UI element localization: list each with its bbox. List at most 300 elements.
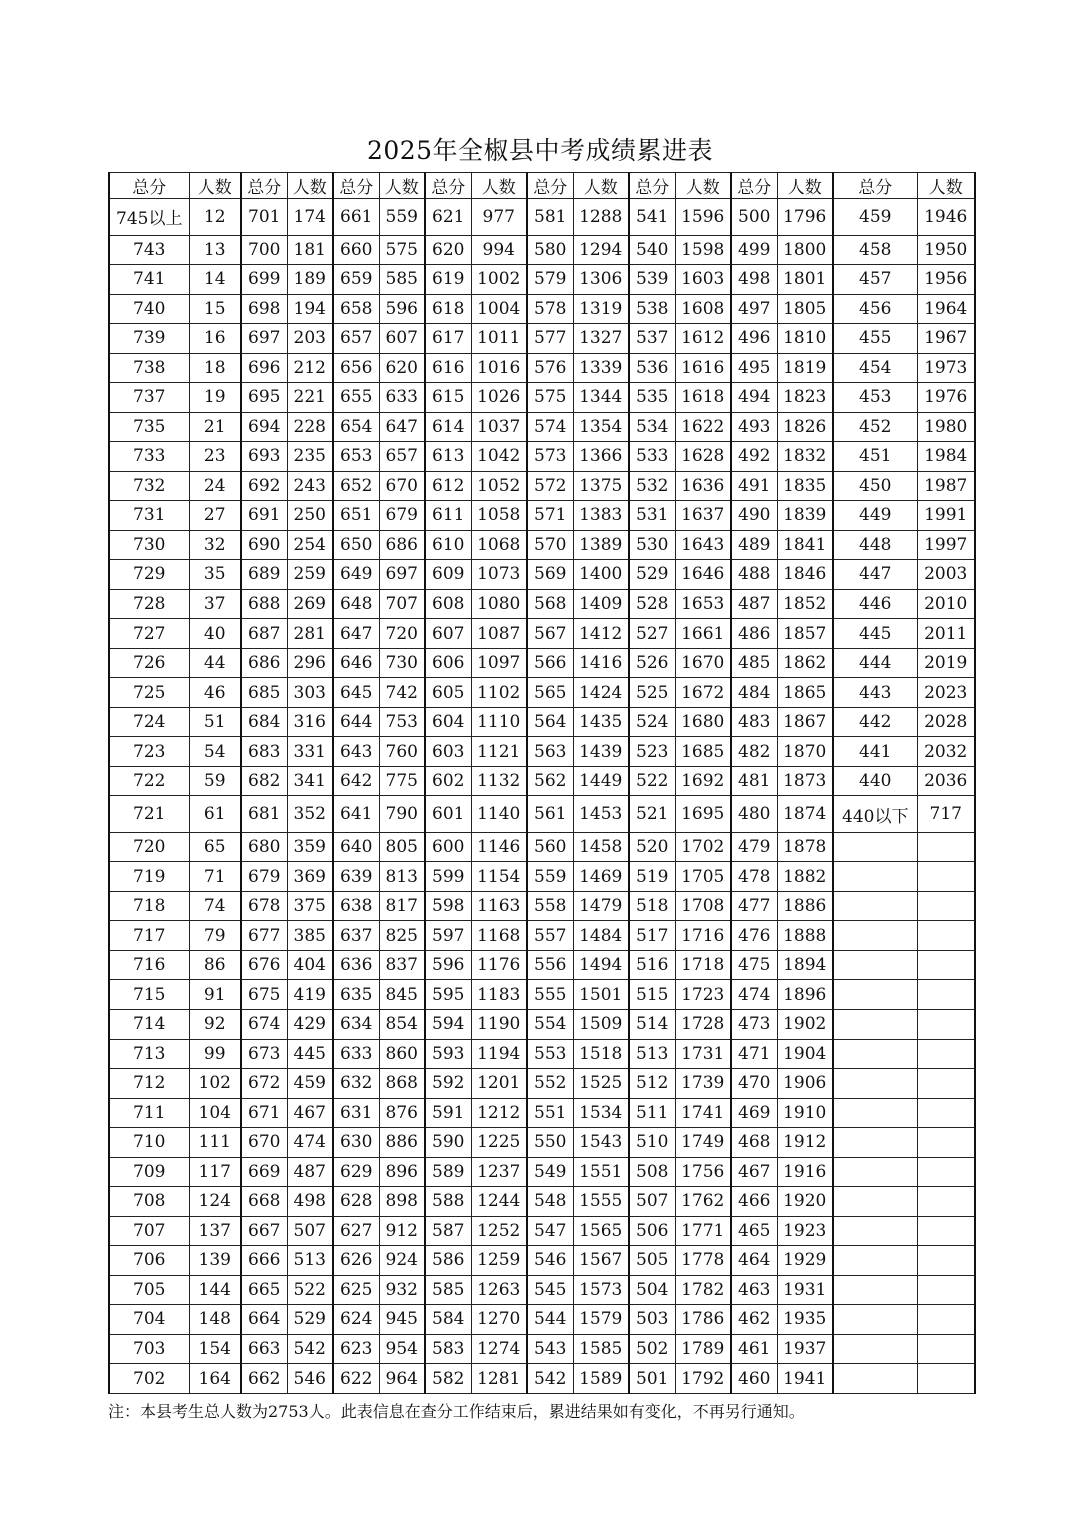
count-cell: 1073 (471, 560, 527, 590)
score-cell: 547 (527, 1216, 573, 1246)
count-cell: 124 (189, 1187, 241, 1217)
count-cell: 1183 (471, 980, 527, 1010)
score-cell: 525 (629, 678, 675, 708)
header-score: 总分 (333, 173, 379, 199)
score-cell: 513 (629, 1039, 675, 1069)
score-cell: 613 (425, 442, 471, 472)
count-cell: 2036 (917, 766, 975, 796)
count-cell: 620 (379, 353, 425, 383)
count-cell: 1622 (675, 412, 731, 442)
count-cell: 1805 (777, 294, 833, 324)
count-cell: 1002 (471, 265, 527, 295)
count-cell: 1263 (471, 1275, 527, 1305)
score-cell: 508 (629, 1157, 675, 1187)
score-cell: 590 (425, 1128, 471, 1158)
count-cell: 1702 (675, 832, 731, 862)
score-cell: 717 (109, 921, 189, 951)
score-cell: 705 (109, 1275, 189, 1305)
count-cell: 679 (379, 501, 425, 531)
score-cell: 733 (109, 442, 189, 472)
count-cell: 1494 (573, 950, 629, 980)
score-cell: 659 (333, 265, 379, 295)
count-cell: 2032 (917, 737, 975, 767)
header-score: 总分 (731, 173, 777, 199)
count-cell: 1612 (675, 324, 731, 354)
count-cell: 1826 (777, 412, 833, 442)
header-score: 总分 (629, 173, 675, 199)
table-row (109, 530, 975, 560)
score-cell: 709 (109, 1157, 189, 1187)
score-cell: 451 (833, 442, 917, 472)
header-count: 人数 (777, 173, 833, 199)
count-cell: 868 (379, 1069, 425, 1099)
table-row (109, 1216, 975, 1246)
count-cell: 1762 (675, 1187, 731, 1217)
score-cell: 626 (333, 1246, 379, 1276)
score-cell: 710 (109, 1128, 189, 1158)
table-row (109, 832, 975, 862)
score-cell: 637 (333, 921, 379, 951)
count-cell: 331 (287, 737, 333, 767)
count-cell: 1042 (471, 442, 527, 472)
score-cell: 566 (527, 648, 573, 678)
page-title: 2025年全椒县中考成绩累进表 (366, 136, 714, 165)
table-row (109, 1275, 975, 1305)
count-cell: 19 (189, 383, 241, 413)
count-cell: 15 (189, 294, 241, 324)
header-score: 总分 (527, 173, 573, 199)
score-cell: 561 (527, 796, 573, 833)
score-cell: 730 (109, 530, 189, 560)
score-cell: 695 (241, 383, 287, 413)
score-cell: 701 (241, 199, 287, 236)
count-cell: 1011 (471, 324, 527, 354)
score-cell: 611 (425, 501, 471, 531)
score-cell: 610 (425, 530, 471, 560)
score-cell (833, 1334, 917, 1364)
score-cell: 463 (731, 1275, 777, 1305)
count-cell: 1888 (777, 921, 833, 951)
count-cell: 2023 (917, 678, 975, 708)
count-cell: 932 (379, 1275, 425, 1305)
count-cell: 2011 (917, 619, 975, 649)
count-cell: 1886 (777, 891, 833, 921)
count-cell: 1037 (471, 412, 527, 442)
score-cell: 467 (731, 1157, 777, 1187)
score-cell: 697 (241, 324, 287, 354)
score-cell: 604 (425, 707, 471, 737)
score-cell: 636 (333, 950, 379, 980)
table-row (109, 471, 975, 501)
score-cell: 523 (629, 737, 675, 767)
score-cell: 576 (527, 353, 573, 383)
score-cell: 617 (425, 324, 471, 354)
count-cell: 1741 (675, 1098, 731, 1128)
count-cell: 1201 (471, 1069, 527, 1099)
count-cell: 1121 (471, 737, 527, 767)
count-cell: 1718 (675, 950, 731, 980)
count-cell: 1685 (675, 737, 731, 767)
score-cell (833, 1305, 917, 1335)
header-count: 人数 (287, 173, 333, 199)
score-cell: 569 (527, 560, 573, 590)
count-cell: 35 (189, 560, 241, 590)
count-cell: 964 (379, 1364, 425, 1394)
count-cell: 1244 (471, 1187, 527, 1217)
count-cell: 404 (287, 950, 333, 980)
count-cell: 898 (379, 1187, 425, 1217)
score-cell: 536 (629, 353, 675, 383)
score-cell: 683 (241, 737, 287, 767)
score-cell: 630 (333, 1128, 379, 1158)
score-cell: 587 (425, 1216, 471, 1246)
score-cell: 677 (241, 921, 287, 951)
count-cell: 1294 (573, 235, 629, 265)
score-cell: 656 (333, 353, 379, 383)
score-cell: 711 (109, 1098, 189, 1128)
count-cell: 1618 (675, 383, 731, 413)
score-cell: 606 (425, 648, 471, 678)
score-cell: 568 (527, 589, 573, 619)
count-cell: 1052 (471, 471, 527, 501)
score-cell: 731 (109, 501, 189, 531)
count-cell: 429 (287, 1009, 333, 1039)
score-cell: 502 (629, 1334, 675, 1364)
count-cell: 369 (287, 862, 333, 892)
count-cell: 1920 (777, 1187, 833, 1217)
score-cell: 684 (241, 707, 287, 737)
count-cell: 912 (379, 1216, 425, 1246)
score-cell: 492 (731, 442, 777, 472)
count-cell: 1716 (675, 921, 731, 951)
score-cell: 689 (241, 560, 287, 590)
count-cell: 647 (379, 412, 425, 442)
score-cell: 531 (629, 501, 675, 531)
count-cell: 1643 (675, 530, 731, 560)
score-cell (833, 1246, 917, 1276)
score-cell: 713 (109, 1039, 189, 1069)
score-cell: 682 (241, 766, 287, 796)
count-cell: 40 (189, 619, 241, 649)
count-cell: 137 (189, 1216, 241, 1246)
count-cell: 924 (379, 1246, 425, 1276)
count-cell: 13 (189, 235, 241, 265)
count-cell: 1409 (573, 589, 629, 619)
count-cell: 111 (189, 1128, 241, 1158)
score-cell: 504 (629, 1275, 675, 1305)
count-cell: 1749 (675, 1128, 731, 1158)
count-cell: 12 (189, 199, 241, 236)
score-cell (833, 1216, 917, 1246)
count-cell: 742 (379, 678, 425, 708)
count-cell: 575 (379, 235, 425, 265)
count-cell: 1026 (471, 383, 527, 413)
score-cell: 572 (527, 471, 573, 501)
score-cell: 549 (527, 1157, 573, 1187)
count-cell: 2028 (917, 707, 975, 737)
score-cell: 640 (333, 832, 379, 862)
count-cell: 1789 (675, 1334, 731, 1364)
score-cell: 450 (833, 471, 917, 501)
count-cell: 1479 (573, 891, 629, 921)
score-cell: 674 (241, 1009, 287, 1039)
count-cell: 860 (379, 1039, 425, 1069)
count-cell: 1862 (777, 648, 833, 678)
score-cell: 681 (241, 796, 287, 833)
score-cell: 456 (833, 294, 917, 324)
count-cell: 86 (189, 950, 241, 980)
count-cell: 148 (189, 1305, 241, 1335)
count-cell: 46 (189, 678, 241, 708)
count-cell: 837 (379, 950, 425, 980)
count-cell: 1910 (777, 1098, 833, 1128)
count-cell: 1756 (675, 1157, 731, 1187)
score-cell: 739 (109, 324, 189, 354)
count-cell (917, 1305, 975, 1335)
count-cell: 1565 (573, 1216, 629, 1246)
score-cell: 592 (425, 1069, 471, 1099)
count-cell: 1980 (917, 412, 975, 442)
count-cell: 181 (287, 235, 333, 265)
score-cell: 628 (333, 1187, 379, 1217)
table-row (109, 1334, 975, 1364)
count-cell: 1692 (675, 766, 731, 796)
score-cell: 652 (333, 471, 379, 501)
count-cell: 2019 (917, 648, 975, 678)
count-cell: 1375 (573, 471, 629, 501)
count-cell: 467 (287, 1098, 333, 1128)
count-cell: 2003 (917, 560, 975, 590)
count-cell: 1771 (675, 1216, 731, 1246)
count-cell: 1225 (471, 1128, 527, 1158)
count-cell: 1852 (777, 589, 833, 619)
count-cell: 1923 (777, 1216, 833, 1246)
count-cell: 633 (379, 383, 425, 413)
count-cell: 1935 (777, 1305, 833, 1335)
score-cell (833, 950, 917, 980)
count-cell: 316 (287, 707, 333, 737)
count-cell: 1366 (573, 442, 629, 472)
score-cell: 554 (527, 1009, 573, 1039)
score-cell: 667 (241, 1216, 287, 1246)
count-cell: 1163 (471, 891, 527, 921)
count-cell (917, 891, 975, 921)
count-cell: 1176 (471, 950, 527, 980)
count-cell: 254 (287, 530, 333, 560)
header-count: 人数 (917, 173, 975, 199)
score-cell: 527 (629, 619, 675, 649)
score-cell: 586 (425, 1246, 471, 1276)
score-cell: 722 (109, 766, 189, 796)
score-cell: 490 (731, 501, 777, 531)
score-cell (833, 1275, 917, 1305)
score-cell: 455 (833, 324, 917, 354)
count-cell: 1870 (777, 737, 833, 767)
count-cell: 1882 (777, 862, 833, 892)
score-cell: 540 (629, 235, 675, 265)
header-score: 总分 (109, 173, 189, 199)
count-cell: 1705 (675, 862, 731, 892)
score-cell: 484 (731, 678, 777, 708)
score-cell: 740 (109, 294, 189, 324)
count-cell: 1987 (917, 471, 975, 501)
count-cell: 65 (189, 832, 241, 862)
score-cell: 489 (731, 530, 777, 560)
score-cell (833, 1128, 917, 1158)
count-cell: 1867 (777, 707, 833, 737)
score-cell: 589 (425, 1157, 471, 1187)
count-cell: 1731 (675, 1039, 731, 1069)
count-cell: 23 (189, 442, 241, 472)
count-cell (917, 1364, 975, 1394)
score-cell: 449 (833, 501, 917, 531)
score-cell: 532 (629, 471, 675, 501)
count-cell: 341 (287, 766, 333, 796)
count-cell: 221 (287, 383, 333, 413)
score-cell: 564 (527, 707, 573, 737)
count-cell: 559 (379, 199, 425, 236)
score-cell: 465 (731, 1216, 777, 1246)
score-cell: 545 (527, 1275, 573, 1305)
count-cell: 513 (287, 1246, 333, 1276)
count-cell: 375 (287, 891, 333, 921)
score-cell: 691 (241, 501, 287, 531)
score-cell: 732 (109, 471, 189, 501)
count-cell: 1435 (573, 707, 629, 737)
score-cell: 737 (109, 383, 189, 413)
score-cell: 580 (527, 235, 573, 265)
count-cell: 1894 (777, 950, 833, 980)
count-cell: 445 (287, 1039, 333, 1069)
score-cell: 668 (241, 1187, 287, 1217)
score-cell: 517 (629, 921, 675, 951)
count-cell: 459 (287, 1069, 333, 1099)
score-cell: 675 (241, 980, 287, 1010)
table-row (109, 1364, 975, 1394)
count-cell: 59 (189, 766, 241, 796)
count-cell: 1739 (675, 1069, 731, 1099)
score-cell: 708 (109, 1187, 189, 1217)
score-cell: 690 (241, 530, 287, 560)
count-cell: 1782 (675, 1275, 731, 1305)
count-cell: 359 (287, 832, 333, 862)
score-cell: 605 (425, 678, 471, 708)
table-row (109, 412, 975, 442)
count-cell: 1931 (777, 1275, 833, 1305)
score-cell: 443 (833, 678, 917, 708)
table-row (109, 707, 975, 737)
score-cell: 728 (109, 589, 189, 619)
count-cell: 1991 (917, 501, 975, 531)
count-cell: 498 (287, 1187, 333, 1217)
count-cell: 1543 (573, 1128, 629, 1158)
count-cell: 507 (287, 1216, 333, 1246)
count-cell: 164 (189, 1364, 241, 1394)
count-cell: 1068 (471, 530, 527, 560)
score-cell: 473 (731, 1009, 777, 1039)
count-cell: 194 (287, 294, 333, 324)
score-cell: 551 (527, 1098, 573, 1128)
score-cell: 738 (109, 353, 189, 383)
count-cell: 1567 (573, 1246, 629, 1276)
score-cell: 745以上 (109, 199, 189, 236)
score-cell: 453 (833, 383, 917, 413)
score-cell: 693 (241, 442, 287, 472)
score-cell: 685 (241, 678, 287, 708)
score-cell: 461 (731, 1334, 777, 1364)
count-cell: 259 (287, 560, 333, 590)
score-cell: 584 (425, 1305, 471, 1335)
table-row (109, 980, 975, 1010)
count-cell: 1672 (675, 678, 731, 708)
score-cell: 522 (629, 766, 675, 796)
score-cell (833, 1098, 917, 1128)
header-score: 总分 (425, 173, 471, 199)
score-cell: 658 (333, 294, 379, 324)
count-cell: 977 (471, 199, 527, 236)
score-cell: 494 (731, 383, 777, 413)
header-count: 人数 (379, 173, 425, 199)
count-cell: 1097 (471, 648, 527, 678)
count-cell: 1819 (777, 353, 833, 383)
score-cell: 520 (629, 832, 675, 862)
table-row (109, 891, 975, 921)
count-cell: 1976 (917, 383, 975, 413)
score-cell: 620 (425, 235, 471, 265)
score-cell: 446 (833, 589, 917, 619)
score-cell: 440 (833, 766, 917, 796)
table-row (109, 950, 975, 980)
count-cell: 1832 (777, 442, 833, 472)
score-cell: 483 (731, 707, 777, 737)
score-cell: 454 (833, 353, 917, 383)
score-cell: 562 (527, 766, 573, 796)
score-cell: 644 (333, 707, 379, 737)
score-cell: 464 (731, 1246, 777, 1276)
score-cell: 470 (731, 1069, 777, 1099)
table-row (109, 1128, 975, 1158)
count-cell: 174 (287, 199, 333, 236)
count-cell: 1973 (917, 353, 975, 383)
score-cell: 528 (629, 589, 675, 619)
count-cell: 51 (189, 707, 241, 737)
count-cell: 235 (287, 442, 333, 472)
score-cell: 741 (109, 265, 189, 295)
table-row (109, 383, 975, 413)
score-cell: 441 (833, 737, 917, 767)
count-cell: 1598 (675, 235, 731, 265)
count-cell: 876 (379, 1098, 425, 1128)
count-cell: 212 (287, 353, 333, 383)
score-cell: 478 (731, 862, 777, 892)
score-cell: 546 (527, 1246, 573, 1276)
score-cell: 459 (833, 199, 917, 236)
score-cell: 619 (425, 265, 471, 295)
table-row (109, 324, 975, 354)
score-cell: 729 (109, 560, 189, 590)
score-cell: 487 (731, 589, 777, 619)
count-cell: 203 (287, 324, 333, 354)
score-cell: 542 (527, 1364, 573, 1394)
count-cell: 854 (379, 1009, 425, 1039)
score-cell: 550 (527, 1128, 573, 1158)
score-cell: 440以下 (833, 796, 917, 833)
score-cell: 672 (241, 1069, 287, 1099)
count-cell (917, 1157, 975, 1187)
count-cell: 139 (189, 1246, 241, 1276)
count-cell: 16 (189, 324, 241, 354)
score-cell: 642 (333, 766, 379, 796)
